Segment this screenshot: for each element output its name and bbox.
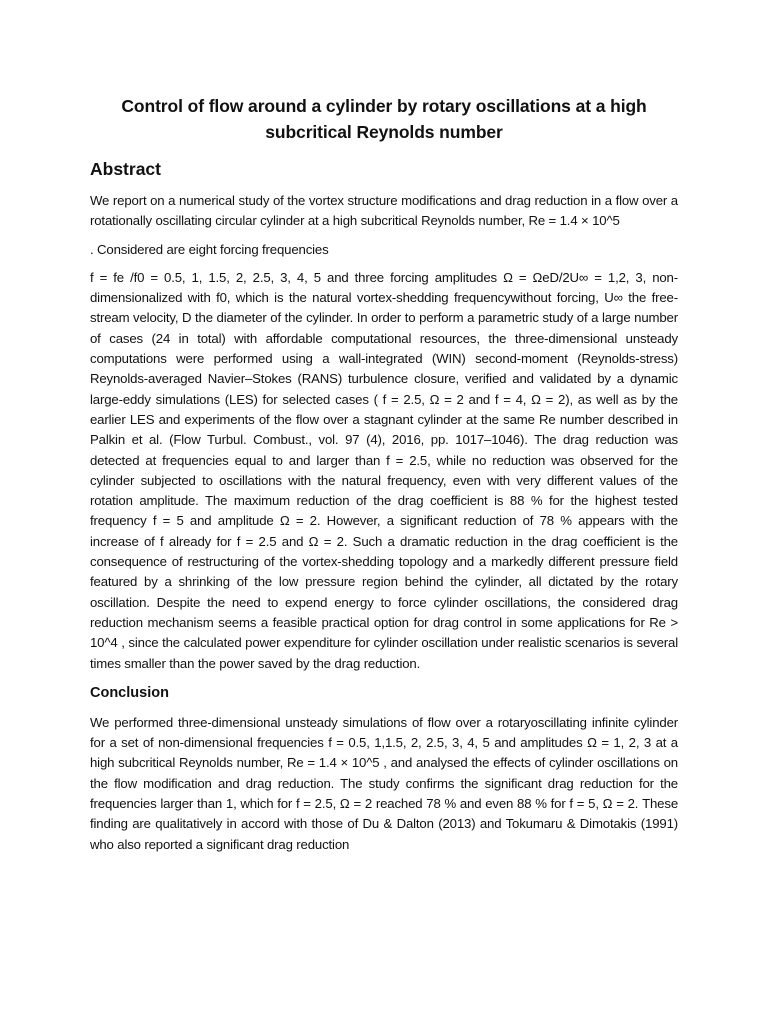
conclusion-paragraph: We performed three-dimensional unsteady simulations of flow over a rotaryoscillating infinite cylinder for a set of non-dimensional frequencies f = 0.5, 1,1.5, 2, 2.5, 3, 4, 5 and amplitudes Ω = 1, 2, 3 at a high subcritical Reynolds number, Re = 1.4 × 10^5 , and analysed the effects of cylinder oscillations on the flow modification and drag reduction. The study confirms the significant drag reduction for the frequencies larger than 1, which for f = 2.5, Ω = 2 reached 78 % and even 88 % for f = 5, Ω = 2. These finding are qualitatively in accord with those of Du & Dalton (2013) and Tokumaru & Dimotakis (1991) who also reported a significant drag reduction: [90, 714, 678, 852]
abstract-paragraph-2: . Considered are eight forcing frequencies: [90, 241, 329, 257]
abstract-paragraph-3: f = fe /f0 = 0.5, 1, 1.5, 2, 2.5, 3, 4, 5 and three forcing amplitudes Ω = ΩeD/2U∞ = 1,2, 3, non-dimensionalized with f0, which is the natural vortex-shedding frequencywithout forcing, U∞ the free-stream velocity, D the diameter of the cylinder. In order to perform a parametric study of a large number of cases (24 in total) with affordable computational resources, the three-dimensional unsteady computations were performed using a wall-integrated (WIN) second-moment (Reynolds-stress) Reynolds-averaged Navier–Stokes (RANS) turbulence closure, verified and validated by a dynamic large-eddy simulations (LES) for selected cases ( f = 2.5, Ω = 2 and f = 4, Ω = 2), as well as by the earlier LES and experiments of the flow over a stagnant cylinder at the same Re number described in Palkin et al. (Flow Turbul. Combust., vol. 97 (4), 2016, pp. 1017–1046). The drag reduction was detected at frequencies equal to and larger than f = 2.5, while no reduction was observed for the cylinder subjected to oscillations with the natural frequency, even with very different values of the rotation amplitude. The maximum reduction of the drag coefficient is 88 % for the highest tested frequency f = 5 and amplitude Ω = 2. However, a significant reduction of 78 % appears with the increase of f already for f = 2.5 and Ω = 2. Such a dramatic reduction in the drag coefficient is the consequence of restructuring of the vortex-shedding topology and a markedly different pressure field featured by a shrinking of the low pressure region behind the cylinder, all dictated by the rotary oscillation. Despite the need to expend energy to force cylinder oscillations, the considered drag reduction mechanism seems a feasible practical option for drag control in some applications for Re > 10^4 , since the calculated power expenditure for cylinder oscillation under realistic scenarios is several times smaller than the power saved by the drag reduction.: [90, 269, 678, 671]
abstract-paragraph-1: We report on a numerical study of the vortex structure modifications and drag reduction in a flow over a rotationally oscillating circular cylinder at a high subcritical Reynolds number, Re = 1.4 × 10^5: [90, 193, 678, 229]
page-title: Control of flow around a cylinder by rotary oscillations at a high subcritical Reynolds number: [121, 96, 647, 142]
conclusion-heading: Conclusion: [90, 684, 169, 701]
document-page: [90, 93, 678, 864]
abstract-heading: Abstract: [90, 159, 161, 179]
